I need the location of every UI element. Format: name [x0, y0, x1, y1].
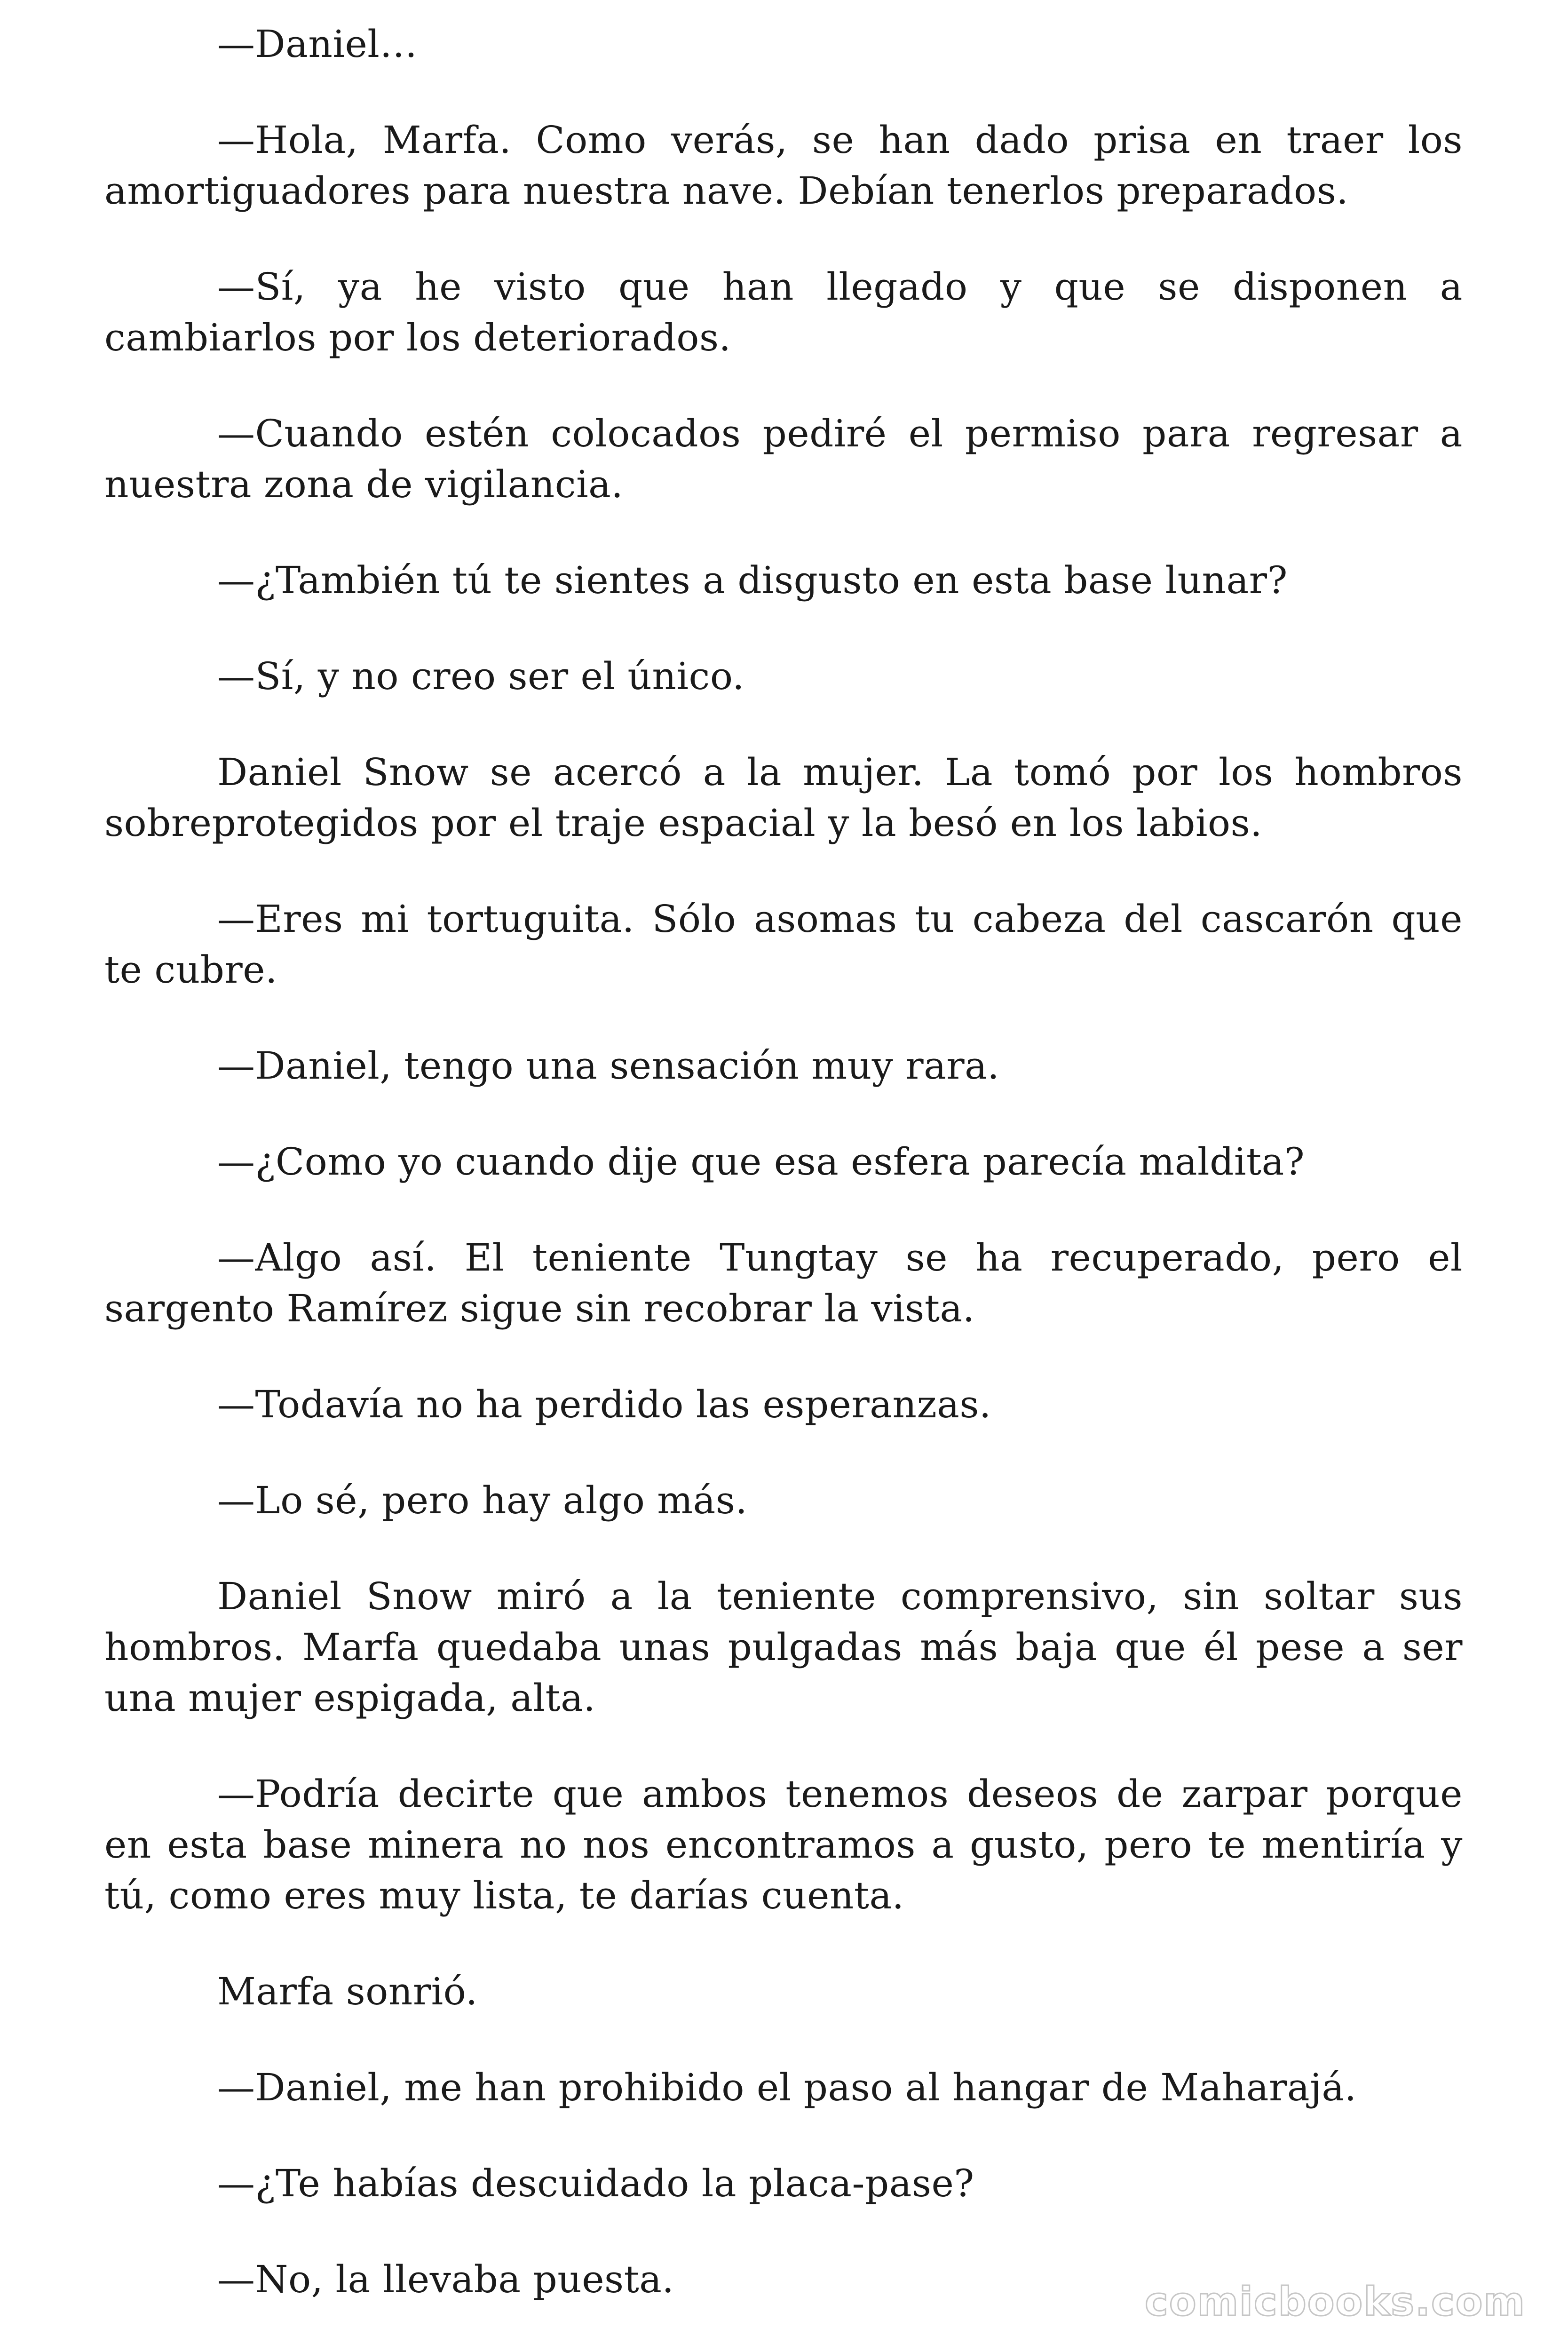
paragraph: —Hola, Marfa. Como verás, se han dado prisa en traer los amortiguadores para nuestra nave. Debían tenerlos preparados. [104, 118, 1463, 213]
paragraph: Daniel Snow miró a la teniente comprensivo, sin soltar sus hombros. Marfa quedaba unas pulgadas más baja que él pese a ser una mujer espigada, alta. [104, 1574, 1463, 1720]
watermark: comicbooks.com [1145, 2279, 1526, 2325]
paragraph: —Eres mi tortuguita. Sólo asomas tu cabeza del cascarón que te cubre. [104, 897, 1463, 992]
paragraph: —Cuando estén colocados pediré el permiso para regresar a nuestra zona de vigilancia. [104, 412, 1463, 506]
paragraph: —Daniel, tengo una sensación muy rara. [217, 1044, 1000, 1088]
paragraph: Marfa sonrió. [217, 1970, 478, 2013]
paragraph: —No, la llevaba puesta. [217, 2257, 674, 2301]
paragraph: —Sí, y no creo ser el único. [217, 654, 745, 698]
paragraph: —Daniel… [217, 22, 418, 66]
paragraph: —Algo así. El teniente Tungtay se ha recuperado, pero el sargento Ramírez sigue sin recobrar la vista. [104, 1236, 1463, 1330]
paragraph: Daniel Snow se acercó a la mujer. La tomó por los hombros sobreprotegidos por el traje espacial y la besó en los labios. [104, 750, 1463, 845]
paragraph: —¿También tú te sientes a disgusto en esta base lunar? [217, 558, 1288, 602]
paragraph: —Podría decirte que ambos tenemos deseos de zarpar porque en esta base minera no nos encontramos a gusto, pero te mentiría y tú, como eres muy lista, te darías cuenta. [104, 1772, 1463, 1917]
paragraph: —Sí, ya he visto que han llegado y que se disponen a cambiarlos por los deteriorados. [104, 265, 1463, 359]
paragraph: —Lo sé, pero hay algo más. [217, 1478, 748, 1522]
book-page-text [104, 19, 1463, 2305]
paragraph: —¿Como yo cuando dije que esa esfera parecía maldita? [217, 1140, 1305, 1184]
paragraph: —Todavía no ha perdido las esperanzas. [217, 1383, 991, 1426]
paragraph: —Daniel, me han prohibido el paso al hangar de Maharajá. [217, 2066, 1357, 2109]
paragraph: —¿Te habías descuidado la placa-pase? [217, 2161, 974, 2205]
